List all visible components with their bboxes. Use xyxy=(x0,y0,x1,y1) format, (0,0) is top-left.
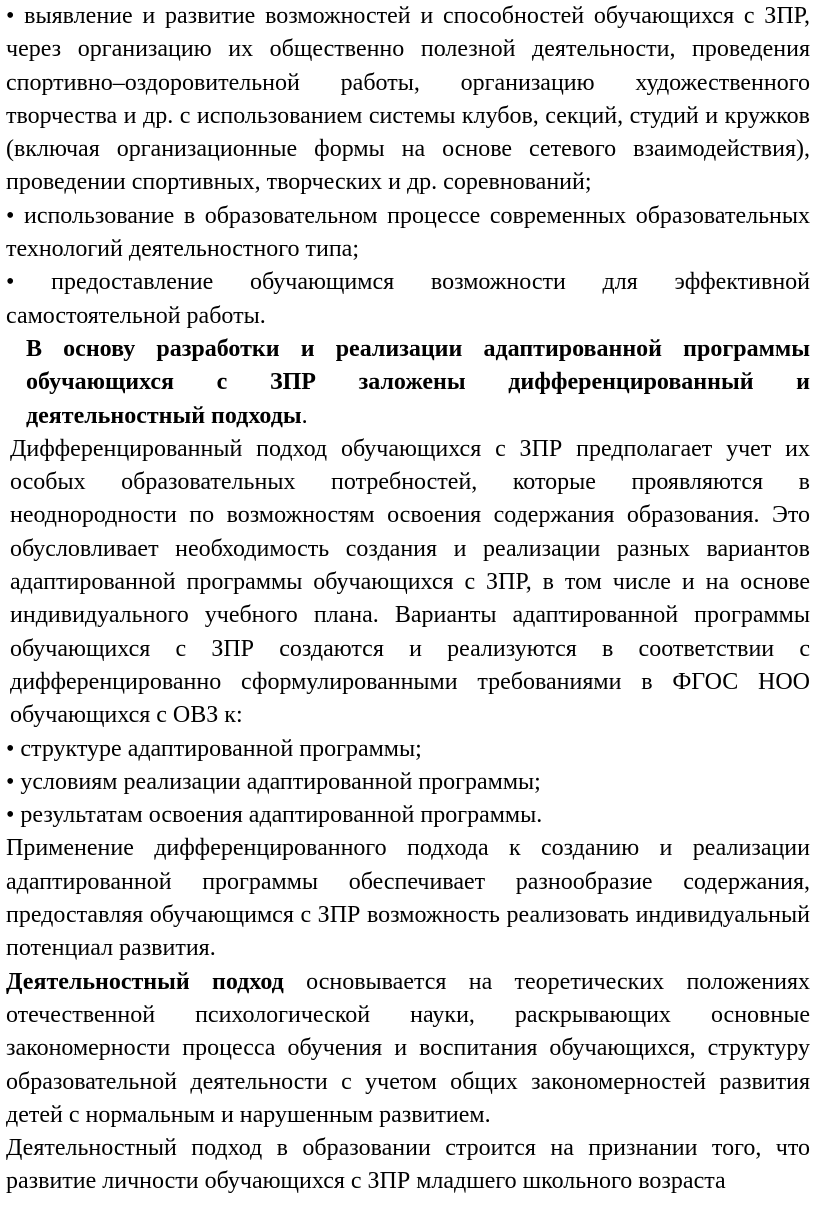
bullet-item-conditions: • условиям реализации адаптированной программы; xyxy=(6,766,810,799)
differentiated-approach-paragraph: Дифференцированный подход обучающихся с ЗПР предполагает учет их особых образовательных потребностей, которые проявляются в неоднородности по возможностям освоения содержания образования. Это обусловливает необходимость создания и реализации разных вариантов адаптированной программы обучающихся с ЗПР, в том числе и на основе индивидуального учебного плана. Варианты адаптированной программы обучающихся с ЗПР создаются и реализуются в соответствии с дифференцированно сформулированными требованиями в ФГОС НОО обучающихся с ОВЗ к: xyxy=(10,435,810,729)
bullet-item-results: • результатам освоения адаптированной программы. xyxy=(6,799,810,832)
bullet-item-technologies: • использование в образовательном процессе современных образовательных технологий деятельностного типа; xyxy=(6,200,810,267)
bullet-item-clubs: • выявление и развитие возможностей и способностей обучающихся с ЗПР, через организацию их общественно полезной деятельности, проведения спортивно–оздоровительной работы, организацию художественного творчества и др. с использованием системы клубов, секций, студий и кружков (включая организационные формы на основе сетевого взаимодействия), проведении спортивных, творческих и др. соревнований; xyxy=(6,0,810,200)
basis-heading-end: . xyxy=(301,402,308,429)
activity-term: Деятельностный подход xyxy=(6,968,284,995)
activity-approach-text: основывается на теоретических положениях отечественной психологической науки, раскрывающих основные закономерности процесса обучения и воспитания обучающихся, структуру образовательной деятельности с учетом общих закономерностей развития детей с нормальным и нарушенным развитием. xyxy=(6,968,810,1128)
document-page xyxy=(6,0,810,1199)
application-paragraph: Применение дифференцированного подхода к созданию и реализации адаптированной программы обеспечивает разнообразие содержания, предоставляя обучающимся с ЗПР возможность реализовать индивидуальный потенциал развития. xyxy=(6,835,810,962)
basis-heading: В основу разработки и реализации адаптированной программы обучающихся с ЗПР заложены дифференцированный и деятельностный подходы xyxy=(26,335,810,429)
basis-heading-paragraph xyxy=(6,333,810,433)
activity-approach-paragraph xyxy=(6,966,810,1132)
bullet-item-structure: • структуре адаптированной программы; xyxy=(6,733,810,766)
bullet-item-independent-work: • предоставление обучающимся возможности для эффективной самостоятельной работы. xyxy=(6,266,810,333)
last-paragraph: Деятельностный подход в образовании строится на признании того, что развитие личности обучающихся с ЗПР младшего школьного возраста xyxy=(6,1135,810,1195)
